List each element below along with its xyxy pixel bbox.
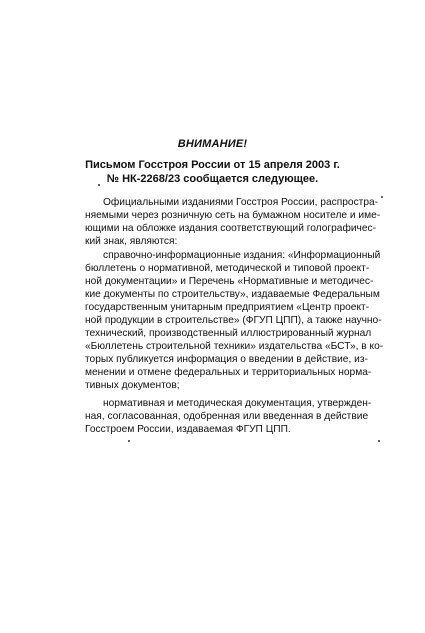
body-line: кий знак, являются: [85, 236, 178, 247]
body-line: Официальными изданиями Госстроя России, распростра- [103, 197, 379, 208]
body-line: технический, производственный иллюстрированный журнал [85, 328, 372, 339]
body-line: няемыми через розничную сеть на бумажном носителе и име- [85, 210, 381, 221]
body-line: бюллетень о нормативной, методической и типовой проект- [85, 263, 370, 274]
body-line: нормативная и методическая документация, утвержден- [103, 398, 372, 409]
body-line: Госстроем России, издаваемая ФГУП ЦПП. [85, 424, 291, 435]
body-line: «Бюллетень строительной техники» издательства «БСТ», в ко- [85, 341, 384, 352]
attention-heading: ВНИМАНИЕ! [177, 138, 248, 150]
body-line: тивных документов; [85, 380, 180, 391]
scan-speck [381, 196, 383, 198]
body-line: ная, согласованная, одобренная или введенная в действие [85, 411, 369, 422]
scan-speck [98, 184, 100, 186]
body-line: государственным унитарным предприятием «Центр проект- [85, 302, 370, 313]
body-line: кие документы по строительству», издаваемые Федеральным [85, 289, 380, 300]
letter-heading-line-1: Письмом Госстроя России от 15 апреля 2003 г. [85, 159, 340, 171]
scan-speck [128, 440, 130, 442]
body-line: ной документации» и Перечень «Нормативные и методичес- [85, 276, 374, 287]
scan-speck [378, 440, 380, 442]
body-line: ной продукции в строительстве» (ФГУП ЦПП), а также научно- [85, 315, 382, 326]
body-line: ющими на обложке издания соответствующий голографичес- [85, 223, 376, 234]
body-line: торых публикуется информация о введении в действие, из- [85, 354, 368, 365]
letter-heading-line-2: № НК-2268/23 сообщается следующее. [106, 173, 319, 185]
body-line: менении и отмене федеральных и территориальных норма- [85, 367, 372, 378]
body-line: справочно-информационные издания: «Информационный [103, 250, 381, 261]
